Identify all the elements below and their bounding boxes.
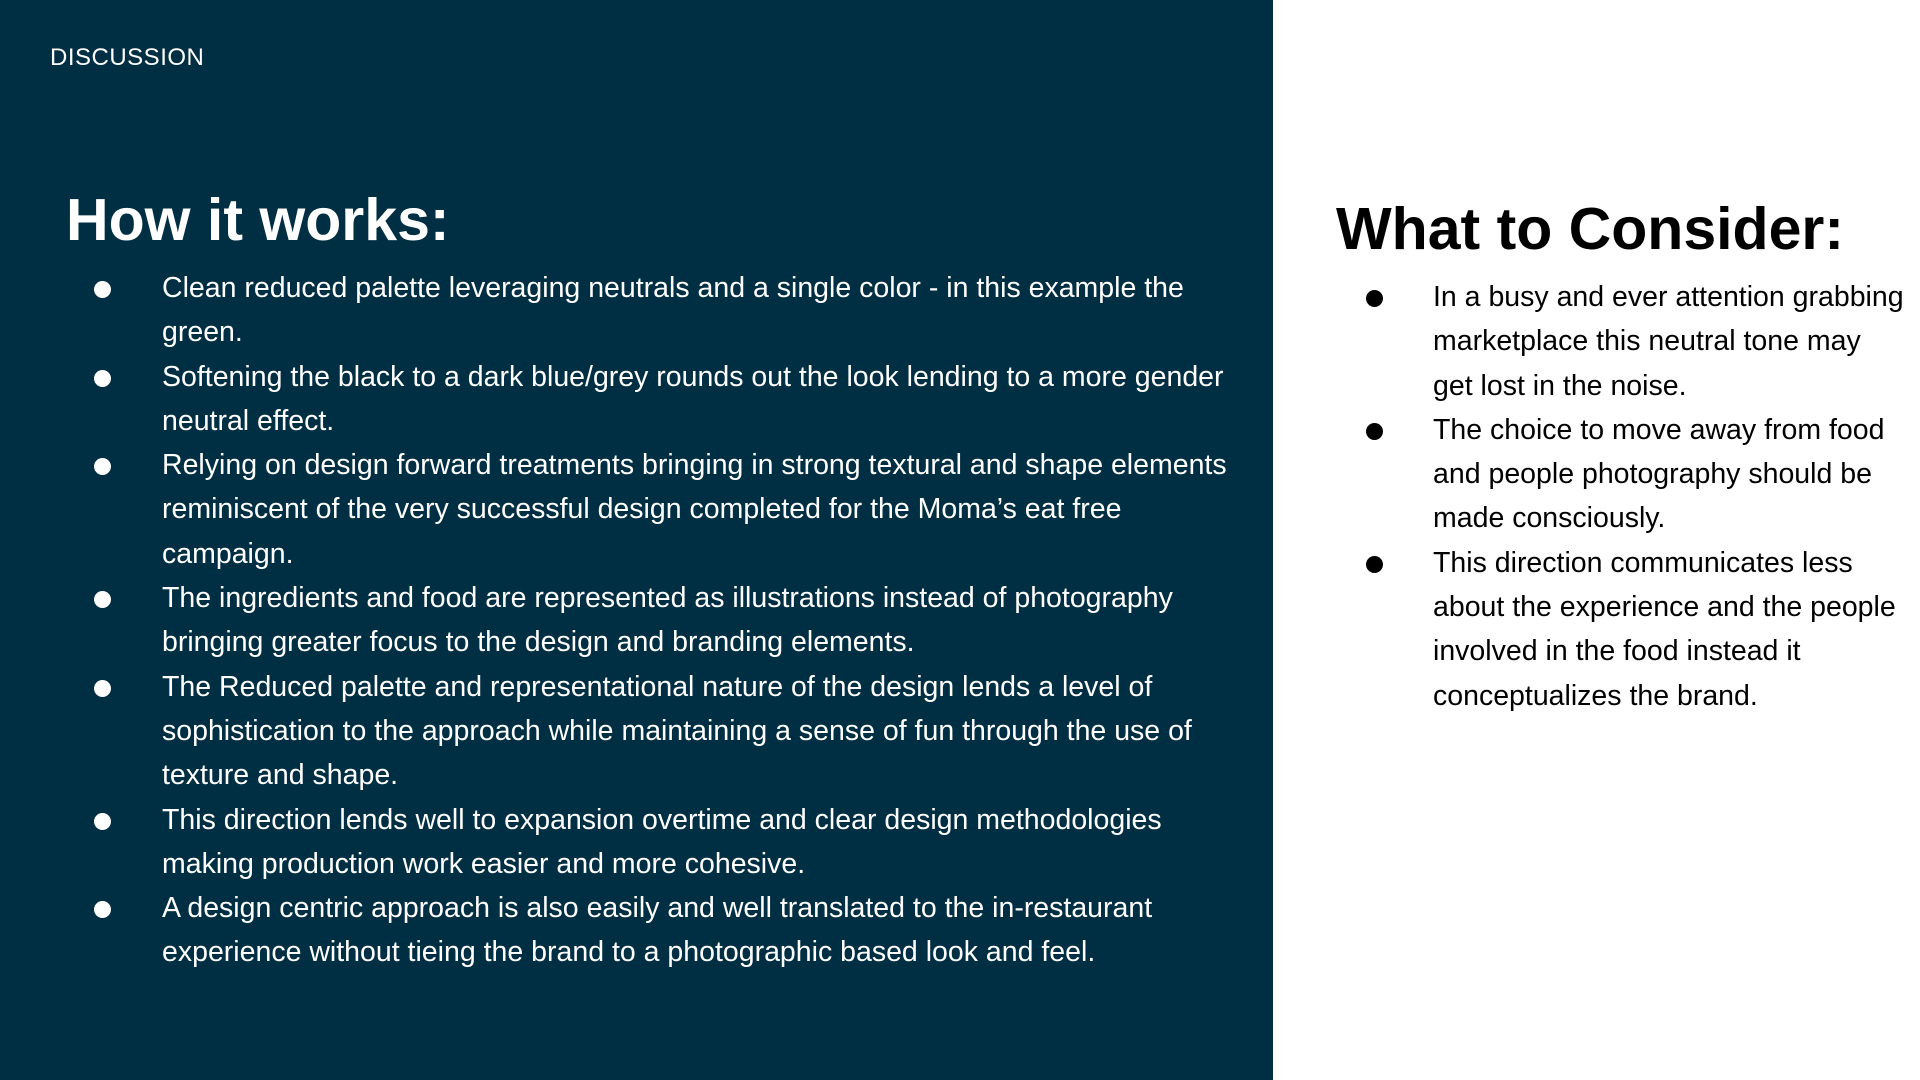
what-to-consider-item-text: This direction communicates less about the experience and the people involved in the food instead it conceptualizes the brand. bbox=[1433, 546, 1896, 712]
what-to-consider-item bbox=[1360, 275, 1905, 408]
how-it-works-item-text: Softening the black to a dark blue/grey rounds out the look lending to a more gender neutral effect. bbox=[162, 360, 1224, 437]
how-it-works-item bbox=[88, 266, 1238, 355]
bullet-icon bbox=[1366, 423, 1383, 440]
how-it-works-item bbox=[88, 798, 1238, 887]
how-it-works-item bbox=[88, 665, 1238, 798]
how-it-works-item bbox=[88, 443, 1238, 576]
how-it-works-item-text: A design centric approach is also easily and well translated to the in-restaurant experience without tieing the brand to a photographic based look and feel. bbox=[162, 892, 1153, 969]
bullet-icon bbox=[94, 901, 111, 918]
bullet-icon bbox=[94, 591, 111, 608]
what-to-consider-list bbox=[1360, 275, 1905, 718]
what-to-consider-item-text: In a busy and ever attention grabbing marketplace this neutral tone may get lost in the noise. bbox=[1433, 281, 1904, 402]
how-it-works-item bbox=[88, 355, 1238, 444]
how-it-works-item-text: Clean reduced palette leveraging neutrals and a single color - in this example the green. bbox=[162, 272, 1184, 349]
section-label: DISCUSSION bbox=[50, 44, 205, 71]
how-it-works-item-text: The Reduced palette and representational nature of the design lends a level of sophistication to the approach while maintaining a sense of fun through the use of texture and shape. bbox=[162, 670, 1192, 792]
how-it-works-item-text: This direction lends well to expansion overtime and clear design methodologies making production work easier and more cohesive. bbox=[162, 803, 1162, 880]
how-it-works-list bbox=[88, 266, 1238, 975]
how-it-works-item-text: Relying on design forward treatments bringing in strong textural and shape elements reminiscent of the very successful design completed for the Moma’s eat free campaign. bbox=[162, 449, 1227, 570]
bullet-icon bbox=[94, 680, 111, 697]
how-it-works-item-text: The ingredients and food are represented as illustrations instead of photography bringing greater focus to the design and branding elements. bbox=[162, 582, 1173, 659]
bullet-icon bbox=[94, 458, 111, 475]
how-it-works-title: How it works: bbox=[66, 187, 450, 253]
bullet-icon bbox=[1366, 290, 1383, 307]
bullet-icon bbox=[1366, 556, 1383, 573]
bullet-icon bbox=[94, 813, 111, 830]
bullet-icon bbox=[94, 370, 111, 387]
bullet-icon bbox=[94, 281, 111, 298]
what-to-consider-item bbox=[1360, 408, 1905, 541]
how-it-works-item bbox=[88, 886, 1238, 975]
what-to-consider-item bbox=[1360, 541, 1905, 718]
how-it-works-item bbox=[88, 576, 1238, 665]
what-to-consider-panel bbox=[1273, 0, 1920, 1080]
what-to-consider-item-text: The choice to move away from food and people photography should be made consciously. bbox=[1433, 413, 1885, 535]
what-to-consider-title: What to Consider: bbox=[1336, 196, 1845, 262]
